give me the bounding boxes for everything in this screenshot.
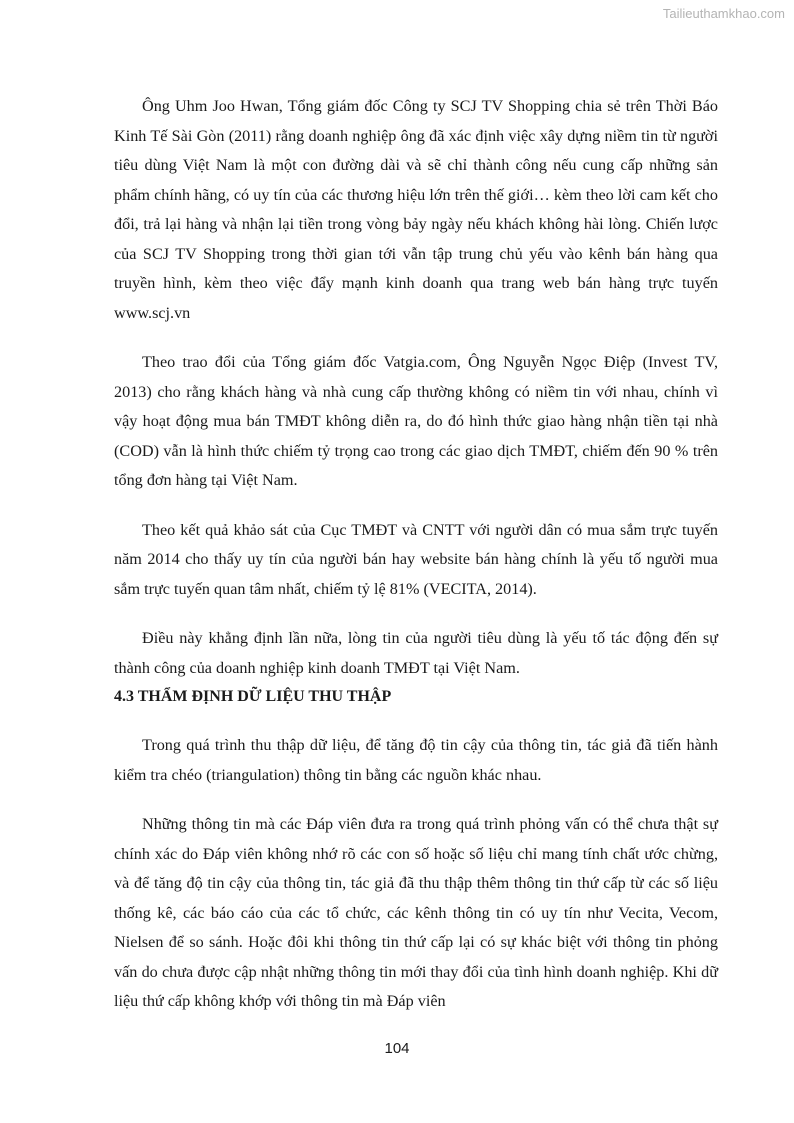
paragraph-triangulation: Trong quá trình thu thập dữ liệu, để tăng độ tin cậy của thông tin, tác giả đã tiến hành kiểm tra chéo (triangulation) thông tin bằng các nguồn khác nhau. xyxy=(114,736,718,784)
page-number: 104 xyxy=(384,1040,410,1057)
watermark: Tailieuthamkhao.com xyxy=(662,6,785,21)
paragraph-scj-tv-shopping: Ông Uhm Joo Hwan, Tổng giám đốc Công ty SCJ TV Shopping chia sẻ trên Thời Báo Kinh Tế Sài Gòn (2011) rằng doanh nghiệp ông đã xác định việc xây dựng niềm tin từ người tiêu dùng Việt Nam là một con đường dài và sẽ chỉ thành công nếu cung cấp những sản phẩm chính hãng, có uy tín của các thương hiệu lớn trên thế giới… kèm theo lời cam kết cho đổi, trả lại hàng và nhận lại tiền trong vòng bảy ngày nếu khách không hài lòng. Chiến lược của SCJ TV Shopping trong thời gian tới vẫn tập trung chủ yếu vào kênh bán hàng qua truyền hình, kèm theo việc đẩy mạnh kinh doanh qua trang web bán hàng trực tuyến www.scj.vn xyxy=(114,97,718,322)
paragraph-vatgia: Theo trao đổi của Tổng giám đốc Vatgia.com, Ông Nguyễn Ngọc Điệp (Invest TV, 2013) cho rằng khách hàng và nhà cung cấp thường không có niềm tin với nhau, chính vì vậy hoạt động mua bán TMĐT không diễn ra, do đó hình thức giao hàng nhận tiền tại nhà (COD) vẫn là hình thức chiếm tỷ trọng cao trong các giao dịch TMĐT, chiếm đến 90 % trên tổng đơn hàng tại Việt Nam. xyxy=(114,353,718,489)
page-content xyxy=(114,92,718,1017)
paragraph-respondents: Những thông tin mà các Đáp viên đưa ra trong quá trình phỏng vấn có thể chưa thật sự chính xác do Đáp viên không nhớ rõ các con số hoặc số liệu chỉ mang tính chất ước chừng, và để tăng độ tin cậy của thông tin, tác giả đã thu thập thêm thông tin thứ cấp từ các số liệu thống kê, các báo cáo của các tổ chức, các kênh thông tin có uy tín như Vecita, Vecom, Nielsen để so sánh. Hoặc đôi khi thông tin thứ cấp lại có sự khác biệt với thông tin phỏng vấn do chưa được cập nhật những thông tin mới thay đổi của tình hình doanh nghiệp. Khi dữ liệu thứ cấp không khớp với thông tin mà Đáp viên xyxy=(114,815,718,1010)
section-heading: 4.3 THẨM ĐỊNH DỮ LIỆU THU THẬP xyxy=(114,688,392,705)
paragraph-survey: Theo kết quả khảo sát của Cục TMĐT và CNTT với người dân có mua sắm trực tuyến năm 2014 cho thấy uy tín của người bán hay website bán hàng chính là yếu tố người mua sắm trực tuyến quan tâm nhất, chiếm tỷ lệ 81% (VECITA, 2014). xyxy=(114,520,718,598)
paragraph-conclusion: Điều này khẳng định lần nữa, lòng tin của người tiêu dùng là yếu tố tác động đến sự thành công của doanh nghiệp kinh doanh TMĐT tại Việt Nam. xyxy=(114,629,718,677)
